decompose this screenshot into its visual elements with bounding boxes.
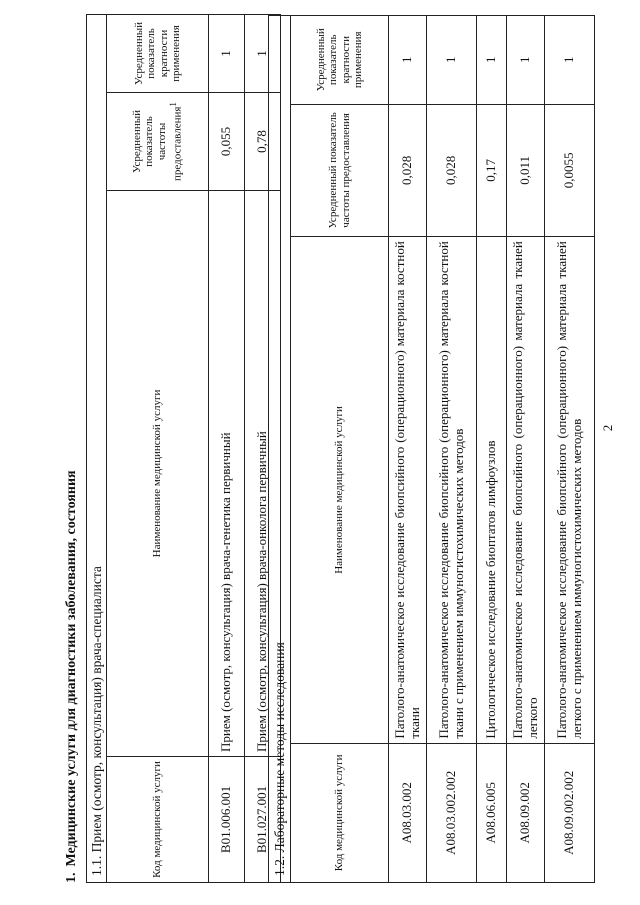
- column-header-frequency: Усредненный показатель частоты предоставления$^1$: [107, 93, 209, 191]
- multiplicity-value: 1: [477, 16, 507, 105]
- table-row: [389, 16, 427, 883]
- page-number: 2: [600, 424, 615, 432]
- service-code: B01.027.001: [245, 757, 281, 883]
- multiplicity-value: 1: [427, 16, 477, 105]
- column-header-code: Код медицинской услуги: [107, 757, 209, 883]
- service-code: A08.03.002.002: [427, 743, 477, 882]
- service-code: A08.09.002: [507, 743, 545, 882]
- column-header-multiplicity: Усредненный показатель кратности применения: [291, 16, 389, 105]
- section-title: Медицинские услуги для диагностики заболевания, состояния: [64, 470, 79, 867]
- frequency-value: 0,78: [245, 93, 281, 191]
- column-header-name: Наименование медицинской услуги: [107, 191, 209, 757]
- column-header-frequency: Усредненный показатель частоты предоставления: [291, 104, 389, 237]
- table-subtitle: 1.1. Прием (осмотр, консультация) врача-специалиста: [87, 15, 107, 883]
- service-name: Прием (осмотр, консультация) врача-онколога первичный: [245, 191, 281, 757]
- frequency-value: 0,028: [389, 104, 427, 237]
- table-row: [545, 16, 595, 883]
- column-header-code: Код медицинской услуги: [291, 743, 389, 882]
- service-name: Патолого-анатомическое исследование биопсийного (операционного) материала костной ткани с применением иммуногистохимических методов: [427, 237, 477, 743]
- service-name: Патолого-анатомическое исследование биопсийного (операционного) материала тканей легкого: [507, 237, 545, 743]
- frequency-value: 0,0055: [545, 104, 595, 237]
- column-header-multiplicity: Усредненный показатель кратности применения: [107, 15, 209, 93]
- frequency-value: 0,011: [507, 104, 545, 237]
- service-code: B01.006.001: [209, 757, 245, 883]
- laboratory-methods-table: [268, 15, 595, 883]
- service-name: Патолого-анатомическое исследование биопсийного (операционного) материала тканей легкого с применением иммуногистохимических методов: [545, 237, 595, 743]
- service-code: A08.06.005: [477, 743, 507, 882]
- service-name: Патолого-анатомическое исследование биопсийного (операционного) материала костной ткани: [389, 237, 427, 743]
- column-header-name: Наименование медицинской услуги: [291, 237, 389, 743]
- consultations-table: [86, 14, 281, 883]
- frequency-value: 0,17: [477, 104, 507, 237]
- service-name: Прием (осмотр, консультация) врача-генетика первичный: [209, 191, 245, 757]
- service-name: Цитологическое исследование биоптатов лимфоузлов: [477, 237, 507, 743]
- service-code: A08.03.002: [389, 743, 427, 882]
- multiplicity-value: 1: [389, 16, 427, 105]
- table-row: [477, 16, 507, 883]
- table-row: [209, 15, 245, 883]
- multiplicity-value: 1: [245, 15, 281, 93]
- multiplicity-value: 1: [545, 16, 595, 105]
- table-subtitle: 1.2. Лабораторные методы исследования: [269, 16, 291, 883]
- multiplicity-value: 1: [209, 15, 245, 93]
- frequency-value: 0,028: [427, 104, 477, 237]
- section-heading: [64, 470, 80, 883]
- multiplicity-value: 1: [507, 16, 545, 105]
- table-row: [427, 16, 477, 883]
- service-code: A08.09.002.002: [545, 743, 595, 882]
- table-row: [507, 16, 545, 883]
- section-number: 1.: [64, 872, 79, 883]
- frequency-value: 0,055: [209, 93, 245, 191]
